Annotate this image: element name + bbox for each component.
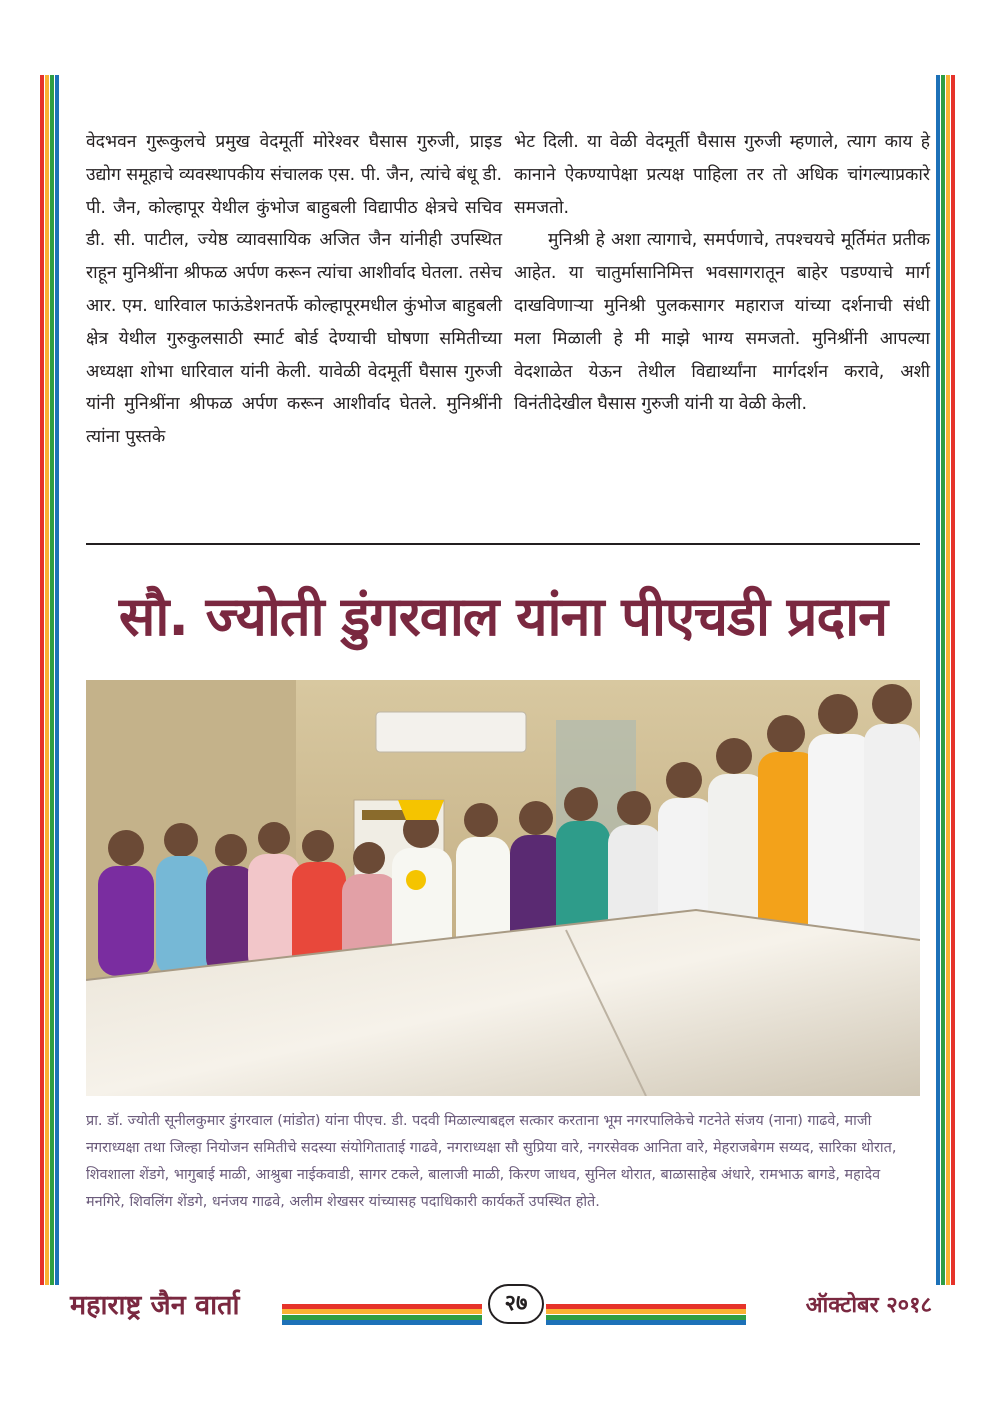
stripe-blue — [936, 75, 940, 1285]
stripe-blue — [55, 75, 59, 1285]
page-number: २७ — [488, 1284, 544, 1324]
photo-caption: प्रा. डॉ. ज्योती सूनीलकुमार डुंगरवाल (मांडोत) यांना पीएच. डी. पदवी मिळाल्याबद्दल सत्कार करताना भूम नगरपालिकेचे गटनेते संजय (नाना) गाढवे, माजी नगराध्यक्षा तथा जिल्हा नियोजन समितीचे सदस्या संयोगिताताई गाढवे, नगराध्यक्षा सौ सुप्रिया वारे, नगरसेवक आनिता वारे, मेहराजबेगम सय्यद, सारिका थोरात, शिवशाला शेंडगे, भागुबाई माळी, आश्रुबा नाईकवाडी, सागर टकले, बालाजी माळी, किरण जाधव, सुनिल थोरात, बाळासाहेब अंधारे, रामभाऊ बागडे, महादेव मनगिरे, शिवलिंग शेंडगे, धनंजय गाढवे, अलीम शेखसर यांच्यासह पदाधिकारी कार्यकर्ते उपस्थित होते. — [86, 1113, 897, 1210]
stripe-yellow — [45, 75, 49, 1285]
article-paragraph: वेदभवन गुरूकुलचे प्रमुख वेदमूर्ती मोरेश्वर घैसास गुरुजी, प्राइड उद्योग समूहाचे व्यवस्थापकीय संचालक एस. पी. जैन, त्यांचे बंधू डी. पी. जैन, कोल्हापूर येथील कुंभोज बाहुबली विद्यापीठ क्षेत्रचे सचिव डी. सी. पाटील, ज्येष्ठ व्यावसायिक अजित जैन यांनीही उपस्थित राहून मुनिश्रींना श्रीफळ अर्पण करून त्यांचा आशीर्वाद घेतला. तसेच आर. एम. धारिवाल फाऊंडेशनतर्फे कोल्हापूरमधील कुंभोज बाहुबली क्षेत्र येथील गुरुकुलसाठी स्मार्ट बोर्ड देण्याची घोषणा समितीच्या अध्यक्षा शोभा धारिवाल यांनी केली. यावेळी वेदमूर्ती घैसास गुरुजी यांनी मुनिश्रींना श्रीफळ अर्पण करून आशीर्वाद घेतले. मुनिश्रींनी त्यांना पुस्तके — [86, 132, 502, 448]
stripe-green — [941, 75, 945, 1285]
rainbow-swoosh-right — [546, 1304, 746, 1326]
stripe-red — [40, 75, 44, 1285]
article-paragraph: भेट दिली. या वेळी वेदमूर्ती घैसास गुरुजी म्हणाले, त्याग काय हे कानाने ऐकण्यापेक्षा प्रत्यक्ष पाहिला तर तो अधिक चांगल्याप्रकारे समजतो. — [514, 132, 930, 218]
headline: सौ. ज्योती डुंगरवाल यांना पीएचडी प्रदान — [118, 585, 888, 648]
right-color-stripes — [936, 75, 956, 1285]
issue-date: ऑक्टोबर २०१८ — [805, 1293, 932, 1318]
stripe-yellow — [946, 75, 950, 1285]
article-paragraph: मुनिश्री हे अशा त्यागाचे, समर्पणाचे, तपश्चयचे मूर्तिमंत प्रतीक आहेत. या चातुर्मासानिमित्त भवसागरातून बाहेर पडण्याचे मार्ग दाखविणाऱ्या मुनिश्री पुलकसागर महाराज यांच्या दर्शनाची संधी मला मिळाली हे मी माझे भाग्य समजतो. मुनिश्रींनी आपल्या वेदशाळेत येऊन तेथील विद्यार्थ्यांना मार्गदर्शन करावे, अशी विनंतीदेखील घैसास गुरुजी यांनी या वेळी केली. — [514, 230, 930, 415]
group-photo — [86, 680, 920, 1096]
page-footer — [0, 1282, 1004, 1342]
publication-masthead: महाराष्ट्र जैन वार्ता — [70, 1290, 240, 1321]
stripe-green — [50, 75, 54, 1285]
group-photo-illustration — [86, 680, 920, 1096]
section-divider — [86, 543, 920, 545]
rainbow-swoosh-left — [282, 1304, 482, 1326]
article-left-column — [86, 126, 502, 454]
stripe-red — [951, 75, 955, 1285]
left-color-stripes — [40, 75, 60, 1285]
article-right-column — [514, 126, 930, 421]
